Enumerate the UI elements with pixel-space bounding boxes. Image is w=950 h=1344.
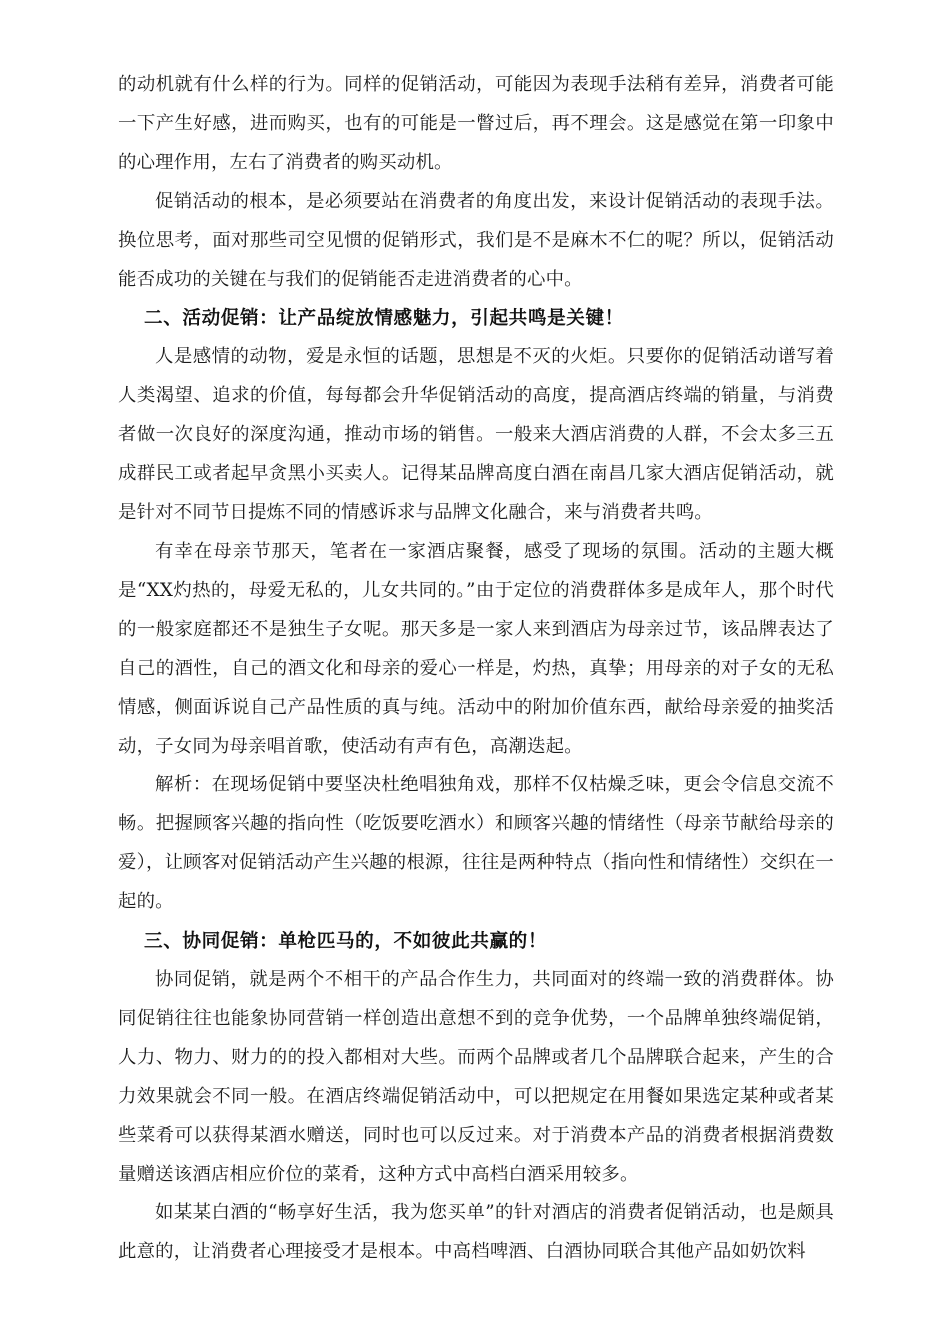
paragraph: 解析：在现场促销中要坚决杜绝唱独角戏，那样不仅枯燥乏味，更会令信息交流不畅。把握顾客兴趣的指向性（吃饭要吃酒水）和顾客兴趣的情绪性（母亲节献给母亲的爱），让顾客对促销活动产生兴趣的根源，往往是两种特点（指向性和情绪性）交织在一起的。 — [118, 774, 834, 913]
document-page — [118, 66, 834, 1272]
paragraph: 的动机就有什么样的行为。同样的促销活动，可能因为表现手法稍有差异，消费者可能一下产生好感，进而购买，也有的可能是一瞥过后，再不理会。这是感觉在第一印象中的心理作用，左右了消费者的购买动机。 — [118, 74, 834, 173]
section-heading: 三、协同促销：单枪匹马的，不如彼此共赢的！ — [144, 931, 548, 953]
paragraph: 协同促销，就是两个不相干的产品合作生力，共同面对的终端一致的消费群体。协同促销往往也能象协同营销一样创造出意想不到的竞争优势，一个品牌单独终端促销，人力、物力、财力的的投入都相对大些。而两个品牌或者几个品牌联合起来，产生的合力效果就会不同一般。在酒店终端促销活动中，可以把规定在用餐如果选定某种或者某些菜肴可以获得某酒水赠送，同时也可以反过来。对于消费本产品的消费者根据消费数量赠送该酒店相应价位的菜肴，这种方式中高档白酒采用较多。 — [118, 969, 834, 1185]
paragraph: 促销活动的根本，是必须要站在消费者的角度出发，来设计促销活动的表现手法。换位思考，面对那些司空见惯的促销形式，我们是不是麻木不仁的呢？所以，促销活动能否成功的关键在与我们的促销能否走进消费者的心中。 — [118, 190, 834, 290]
paragraph: 人是感情的动物，爱是永恒的话题，思想是不灭的火炬。只要你的促销活动谱写着人类渴望、追求的价值，每每都会升华促销活动的高度，提高酒店终端的销量，与消费者做一次良好的深度沟通，推动市场的销售。一般来大酒店消费的人群，不会太多三五成群民工或者起早贪黑小买卖人。记得某品牌高度白酒在南昌几家大酒店促销活动，就是针对不同节日提炼不同的情感诉求与品牌文化融合，来与消费者共鸣。 — [118, 346, 834, 524]
paragraph: 如某某白酒的“畅享好生活，我为您买单”的针对酒店的消费者促销活动，也是颇具此意的，让消费者心理接受才是根本。中高档啤酒、白酒协同联合其他产品如奶饮料 — [118, 1202, 834, 1263]
paragraph: 有幸在母亲节那天，笔者在一家酒店聚餐，感受了现场的氛围。活动的主题大概是“XX灼热的，母爱无私的，儿女共同的。”由于定位的消费群体多是成年人，那个时代的一般家庭都还不是独生子女呢。那天多是一家人来到酒店为母亲过节，该品牌表达了自己的酒性，自己的酒文化和母亲的爱心一样是，灼热，真挚；用母亲的对子女的无私情感，侧面诉说自己产品性质的真与纯。活动中的附加价值东西，献给母亲爱的抽奖活动，子女同为母亲唱首歌，使活动有声有色，高潮迭起。 — [118, 540, 834, 757]
section-heading: 二、活动促销：让产品绽放情感魅力，引起共鸣是关键！ — [144, 308, 624, 330]
